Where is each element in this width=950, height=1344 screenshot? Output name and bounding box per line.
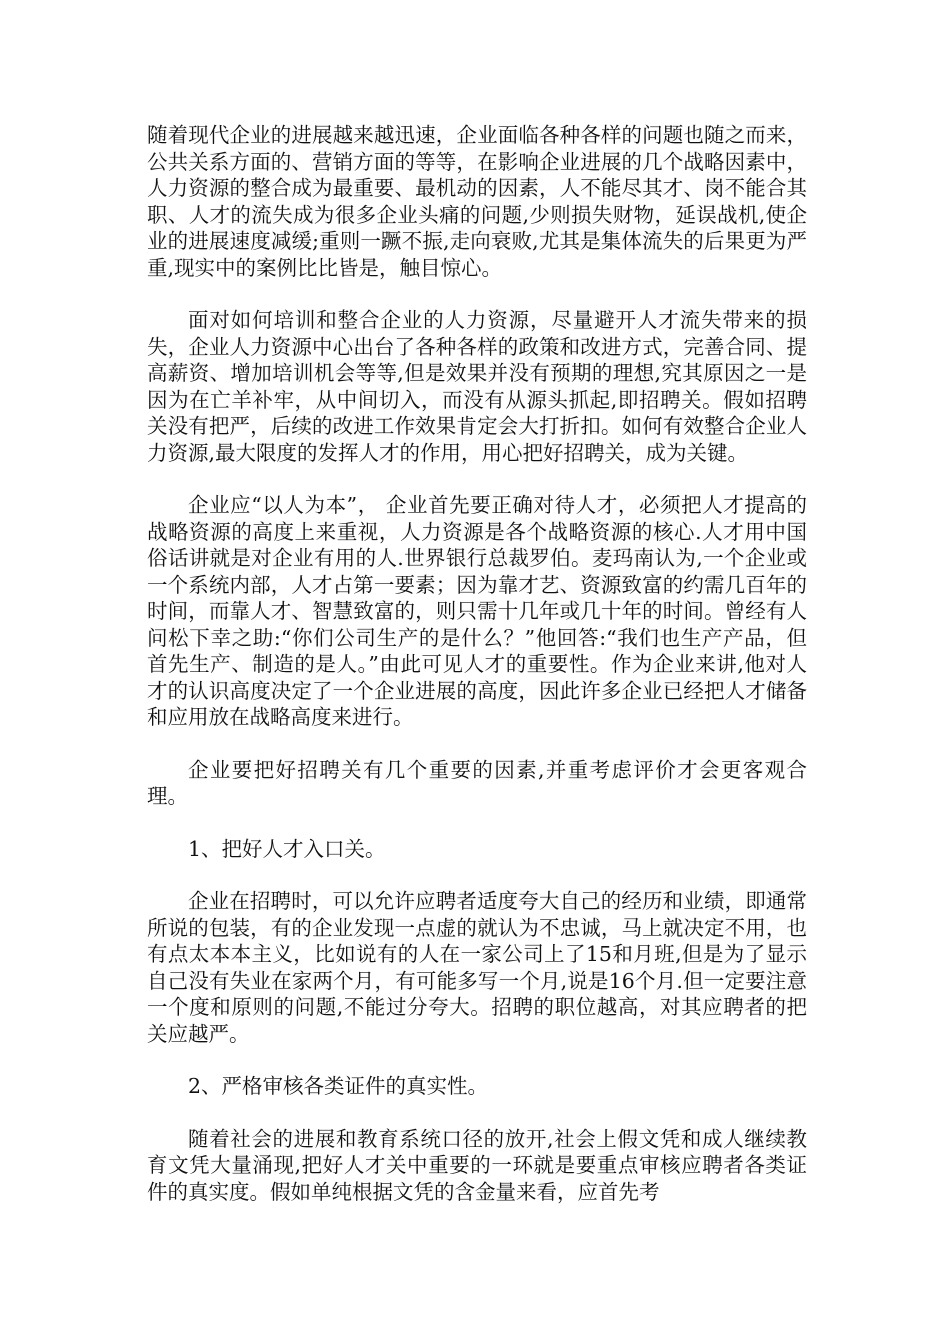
paragraph-recruiting: 企业在招聘时，可以允许应聘者适度夸大自己的经历和业绩，即通常所说的包装，有的企业发现一点虚的就认为不忠诚，马上就决定不用，也有点太本本主义，比如说有的人在一家公司上了15和月班,但是为了显示自己没有失业在家两个月，有可能多写一个月,说是16个月.但一定要注意一个度和原则的问题,不能过分夸大。招聘的职位越高，对其应聘者的把关应越严。 — [147, 889, 807, 1046]
document-body — [147, 122, 807, 1231]
section-heading-credentials: 2、严格审核各类证件的真实性。 — [188, 1074, 489, 1098]
paragraph-intro: 随着现代企业的进展越来越迅速，企业面临各种各样的问题也随之而来，公共关系方面的、营销方面的等等，在影响企业进展的几个战略因素中，人力资源的整合成为最重要、最机动的因素，人不能尽其才、岗不能合其职、人才的流失成为很多企业头痛的问题,少则损失财物，延误战机,使企业的进展速度减缓;重则一蹶不振,走向衰败,尤其是集体流失的后果更为严重,现实中的案例比比皆是，触目惊心。 — [147, 123, 807, 280]
paragraph-people-first: 企业应“以人为本”， 企业首先要正确对待人才，必须把人才提高的战略资源的高度上来重视，人力资源是各个战略资源的核心.人才用中国俗话讲就是对企业有用的人.世界银行总裁罗伯。麦玛南认为,一个企业或一个系统内部，人才占第一要素；因为靠才艺、资源致富的约需几百年的时间，而靠人才、智慧致富的，则只需十几年或几十年的时间。曾经有人问松下幸之助:“你们公司生产的是什么？”他回答:“我们也生产产品，但首先生产、制造的是人。”由此可见人才的重要性。作为企业来讲,他对人才的认识高度决定了一个企业进展的高度，因此许多企业已经把人才储备和应用放在战略高度来进行。 — [147, 493, 807, 729]
section-heading-entry: 1、把好人才入口关。 — [188, 836, 386, 861]
paragraph-credentials: 随着社会的进展和教育系统口径的放开,社会上假文凭和成人继续教育文凭大量涌现,把好人才关中重要的一环就是要重点审核应聘者各类证件的真实度。假如单纯根据文凭的含金量来看，应首先考 — [147, 1126, 807, 1204]
paragraph-training: 面对如何培训和整合企业的人力资源，尽量避开人才流失带来的损失，企业人力资源中心出台了各种各样的政策和改进方式，完善合同、提高薪资、增加培训机会等等,但是效果并没有预期的理想,究其原因之一是因为在亡羊补牢，从中间切入，而没有从源头抓起,即招聘关。假如招聘关没有把严，后续的改进工作效果肯定会大打折扣。如何有效整合企业人力资源,最大限度的发挥人才的作用，用心把好招聘关，成为关键。 — [147, 308, 807, 465]
paragraph-factors: 企业要把好招聘关有几个重要的因素,并重考虑评价才会更客观合理。 — [147, 757, 807, 808]
